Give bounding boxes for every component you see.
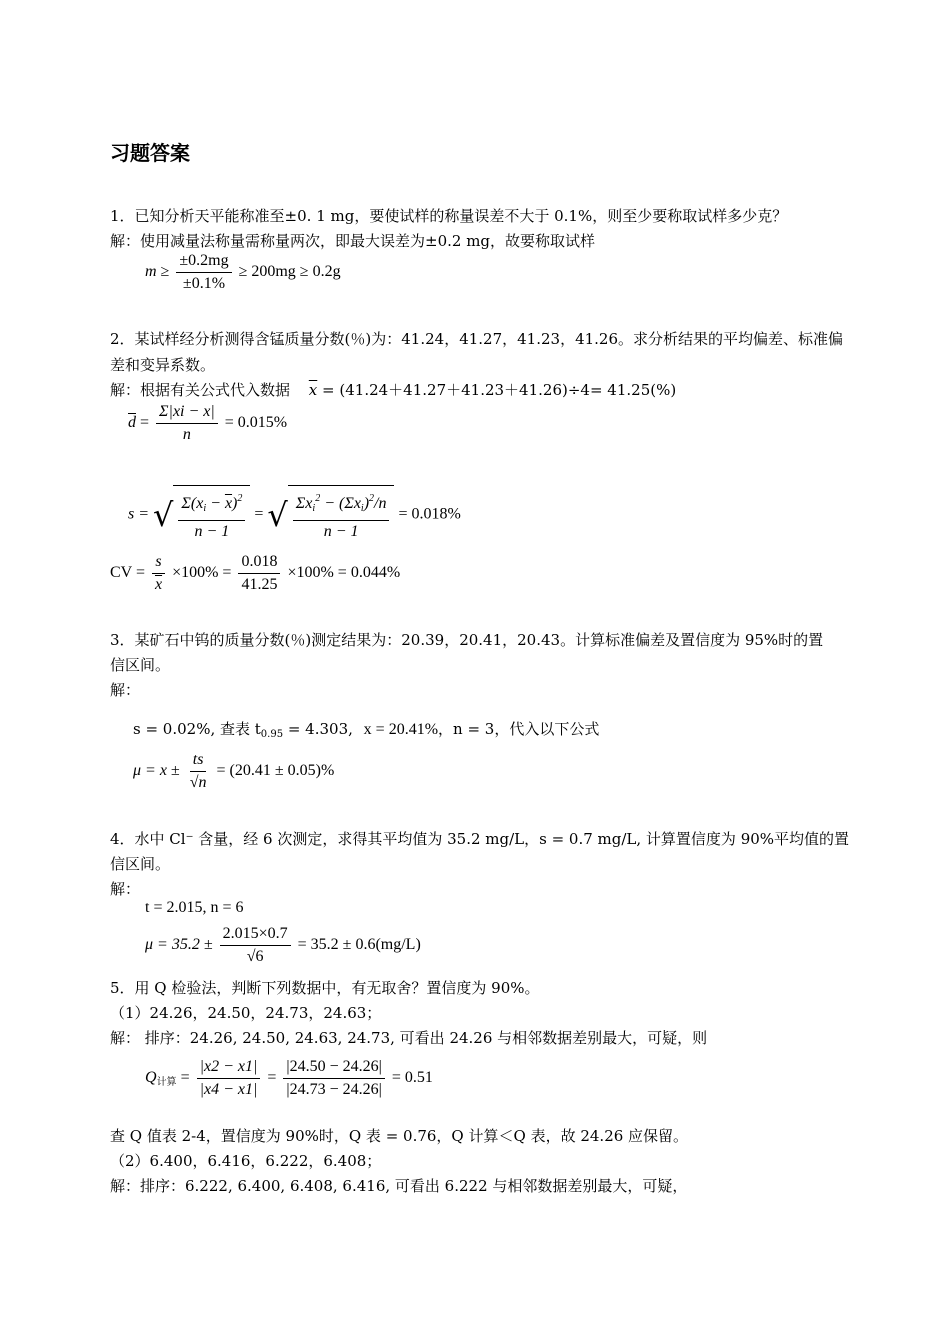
formula-result: ×100% = 0.044% — [287, 564, 401, 582]
mean-value: x = 20.41% — [363, 721, 439, 738]
problem-5-subquestion-1: （1）24.26，24.50，24.73，24.63； — [110, 1004, 382, 1022]
problem-1-question: 1．已知分析天平能称准至±0. 1 mg，要使试样的称量误差不大于 0.1%，则至少要称取试样多少克？ — [110, 207, 788, 225]
sqrt-2: √ $\frac{\Sigma x_i^2 - (\Sigma x_i)^2/n}{n - 1}$ — [267, 485, 394, 545]
problem-3-question-line2: 信区间。 — [110, 656, 171, 674]
s-value: s = 0.02%, 查表 t — [133, 720, 261, 738]
formula-numerator: Σ|xi − x| — [156, 403, 218, 424]
formula-numerator-2: $\Sigma x_i^2 - (\Sigma x_i)^2/n$ — [293, 490, 390, 521]
problem-4-question-line2: 信区间。 — [110, 855, 171, 873]
t-subscript: 0.95 — [260, 729, 284, 740]
problem-5-conclusion-1: 查 Q 值表 2-4，置信度为 90%时，Q 表 = 0.76，Q 计算＜Q 表，故 24.26 应保留。 — [110, 1127, 689, 1145]
formula-lhs: CV = — [110, 564, 145, 582]
problem-4-question-line1: 4．水中 Cl⁻ 含量，经 6 次测定，求得其平均值为 35.2 mg/L，s = 0.7 mg/L, 计算置信度为 90%平均值的置 — [110, 830, 850, 848]
formula-numerator: 2.015×0.7 — [220, 925, 291, 946]
problem-4-line1: t = 2.015, n = 6 — [145, 899, 244, 916]
problem-5-subquestion-2: （2）6.400，6.416，6.222，6.408； — [110, 1152, 382, 1170]
formula-fraction — [156, 403, 218, 444]
formula-fraction — [176, 252, 231, 293]
problem-3-answer: 解： — [110, 681, 141, 699]
formula-denominator: ±0.1% — [182, 275, 226, 292]
formula-denominator: √n — [189, 774, 207, 791]
formula-lhs: μ = 35.2 ± — [145, 936, 213, 954]
answer-intro: 解：根据有关公式代入数据 — [110, 381, 291, 399]
formula-lhs: μ = x ± — [133, 762, 180, 780]
t-value: = 4.303, — [283, 720, 353, 738]
problem-3-line1 — [133, 719, 599, 745]
formula-lhs: $\overline{d}$ — [128, 414, 136, 432]
formula-result: = 35.2 ± 0.6(mg/L) — [297, 936, 421, 954]
q-subscript: 计算 — [156, 1077, 177, 1089]
q-test-formula: $Q_{计算}$ = $\frac{|x2 - x1|}{|x4 - x1|}$ = $\frac{|24.50 - 24.26|}{|24.73 - 24.26|}$ = 0.51 — [145, 1058, 433, 1098]
problem-5-question: 5．用 Q 检验法，判断下列数据中，有无取舍？置信度为 90%。 — [110, 979, 540, 997]
avg-deviation-formula: $\overline{d}$ = $\frac{\Sigma|xi - x|}{n}$ = 0.015% — [128, 403, 288, 443]
problem-4-answer: 解： — [110, 880, 141, 898]
cv-denominator-2: 41.25 — [241, 576, 278, 593]
problem-5-answer-2: 解：排序：6.222, 6.400, 6.408, 6.416, 可看出 6.222 与相邻数据差别最大，可疑， — [110, 1177, 688, 1195]
mean-symbol: $\overline{x}$ — [308, 381, 318, 399]
formula-result: ≥ 200mg ≥ 0.2g — [238, 263, 341, 281]
problem-2-question-line2: 差和变异系数。 — [110, 356, 216, 374]
formula-lhs: s = — [128, 505, 150, 523]
problem-4-formula — [145, 925, 421, 966]
sqrt-1: √ $\frac{\Sigma(x_i - \overline{x})^2}{n - 1}$ — [153, 485, 250, 545]
cv-numerator: s — [152, 553, 164, 574]
n-value: ，n = 3，代入以下公式 — [438, 720, 600, 738]
formula-mid: ×100% = — [172, 564, 232, 582]
problem-1-answer: 解：使用减量法称量需称量两次，即最大误差为±0.2 mg，故要称取试样 — [110, 232, 596, 250]
problem-1-formula — [145, 252, 341, 293]
problem-3-formula — [133, 751, 334, 792]
formula-denominator: n — [182, 426, 191, 443]
problem-3-question-line1: 3．某矿石中钨的质量分数(％)测定结果为：20.39，20.41，20.43。计算标准偏差及置信度为 95%时的置 — [110, 631, 824, 649]
formula-denominator-2: n − 1 — [323, 523, 359, 540]
problem-5-answer-1: 解： 排序：24.26, 24.50, 24.63, 24.73, 可看出 24.26 与相邻数据差别最大，可疑，则 — [110, 1029, 708, 1047]
formula-result: = 0.015% — [224, 414, 288, 432]
formula-denominator: n − 1 — [194, 523, 230, 540]
formula-denominator-2: |24.73 − 24.26| — [286, 1081, 382, 1098]
formula-lhs: Q — [145, 1069, 157, 1087]
formula-numerator: ±0.2mg — [176, 252, 231, 273]
formula-result: = 0.51 — [391, 1069, 433, 1087]
formula-result: = 0.018% — [398, 505, 461, 523]
formula-numerator: |x2 − x1| — [197, 1058, 261, 1079]
formula-denominator: |x4 − x1| — [199, 1081, 258, 1098]
formula-result: = (20.41 ± 0.05)% — [216, 762, 335, 780]
cv-formula — [110, 553, 400, 594]
page-title: 习题答案 — [110, 141, 190, 165]
formula-lhs: m ≥ — [145, 263, 170, 281]
mean-calculation: = (41.24＋41.27＋41.23＋41.26)÷4= 41.25(%) — [322, 381, 677, 399]
cv-numerator-2: 0.018 — [238, 553, 280, 574]
formula-numerator: $\Sigma(x_i - \overline{x})^2$ — [178, 490, 245, 521]
problem-2-question-line1: 2．某试样经分析测得含锰质量分数(％)为：41.24，41.27，41.23，41.26。求分析结果的平均偏差、标准偏 — [110, 330, 844, 348]
formula-numerator: ts — [190, 751, 207, 772]
std-deviation-formula: s = √ $\frac{\Sigma(x_i - \overline{x})^2}{n - 1}$ = √ $\frac{\Sigma x_i^2 - (\Sigma x_i)^2/n}{n - 1}$ = 0.018% — [128, 485, 461, 545]
problem-2-answer — [110, 380, 676, 400]
formula-denominator: √6 — [246, 948, 264, 965]
formula-numerator-2: |24.50 − 24.26| — [283, 1058, 384, 1079]
cv-denominator: x — [154, 576, 163, 593]
